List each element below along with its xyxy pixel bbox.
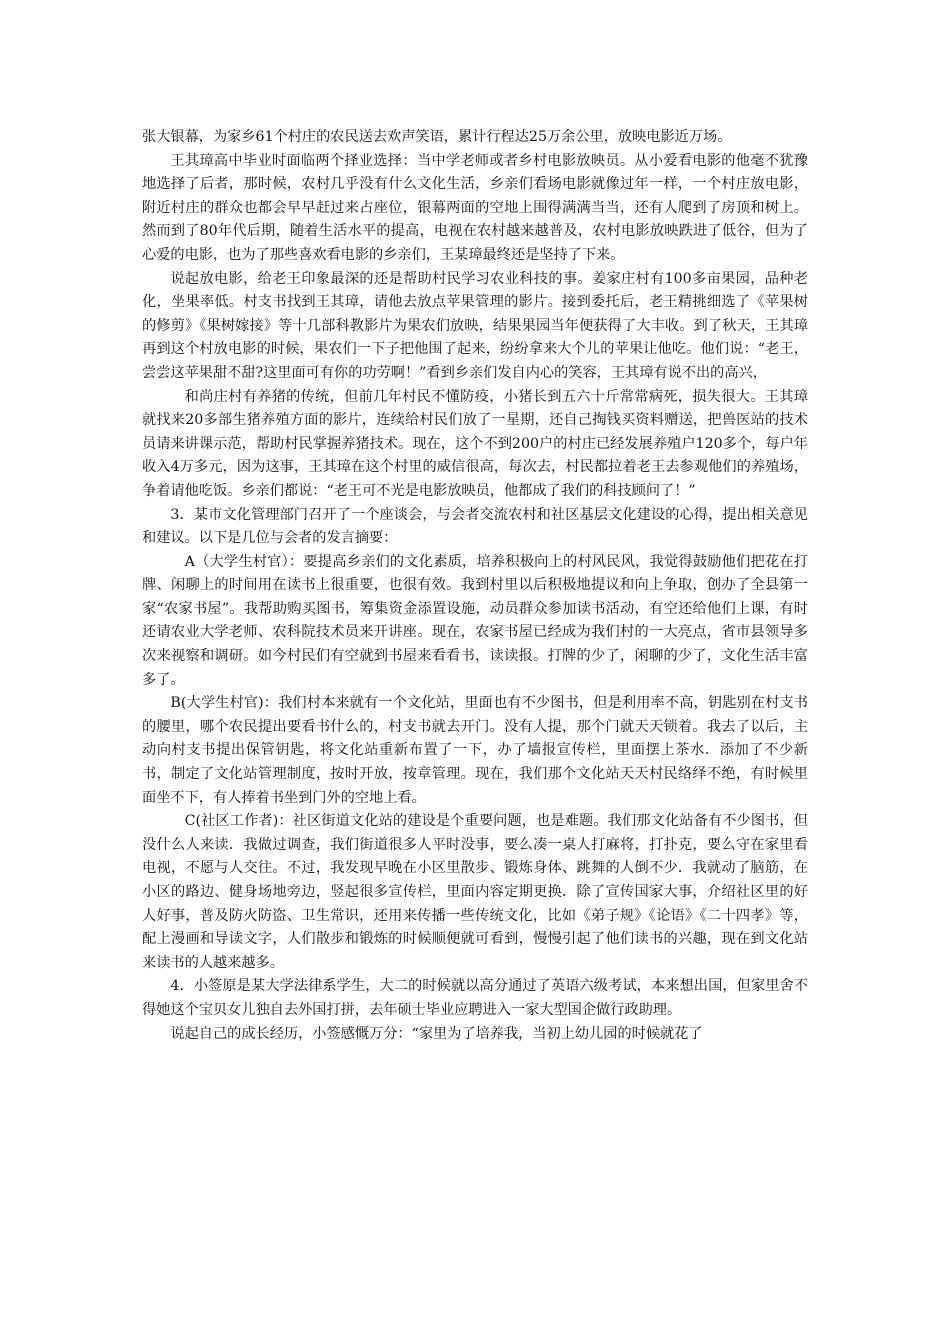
paragraph-career-choice: 王其璋高中毕业时面临两个择业选择：当中学老师或者乡村电影放映员。从小爱看电影的他毫不犹豫地选择了后者，那时候，农村几乎没有什么文化生活，乡亲们看场电影就像过年一样，一个村庄放电影，附近村庄的群众也都会早早赶过来占座位，银幕两面的空地上围得满满当当，还有人爬到了房顶和树上。然而到了80年代后期，随着生活水平的提高，电视在农村越来越普及，农村电影放映跌进了低谷，但为了心爱的电影，也为了那些喜欢看电影的乡亲们，王某璋最终还是坚持了下来。: [142, 152, 808, 263]
paragraph-orchard-story: 说起放电影，给老王印象最深的还是帮助村民学习农业科技的事。姜家庄村有100多亩果园，品种老化，坐果率低。村支书找到王其璋，请他去放点苹果管理的影片。接到委托后，老王精挑细选了《苹果树的修剪》《果树嫁接》等十几部科教影片为果农们放映，结果果园当年便获得了大丰收。到了秋天，王其璋再到这个村放电影的时候，果农们一下子把他围了起来，纷纷拿来大个儿的苹果让他吃。他们说：“老王，尝尝这苹果甜不甜?这里面可有你的功劳啊！”看到乡亲们发自内心的笑容，王其璋有说不出的高兴，: [142, 270, 808, 381]
document-page: [142, 126, 808, 1046]
paragraph-growth-story: 说起自己的成长经历，小签感慨万分：“家里为了培养我，当初上幼儿园的时候就花了: [170, 1025, 703, 1042]
paragraph-continuation: 张大银幕，为家乡61个村庄的农民送去欢声笑语，累计行程达25万余公里，放映电影近万场。: [142, 129, 732, 145]
paragraph-speaker-c: C(社区工作者)：社区街道文化站的建设是个重要问题，也是难题。我们那文化站备有不少图书，但没什么人来读．我做过调查，我们街道很多人平时没事，要么凑一桌人打麻将，打扑克，要么守在家里看电视，不愿与人交往。不过，我发现早晚在小区里散步、锻炼身体、跳舞的人倒不少．我就动了脑筋，在小区的路边、健身场地旁边，竖起很多宣传栏，里面内容定期更换．除了宣传国家大事，介绍社区里的好人好事，普及防火防盗、卫生常识，还用来传播一些传统文化，比如《弟子规》《论语》《二十四孝》等，配上漫画和导读文字，人们散步和锻炼的时候顺便就可看到，慢慢引起了他们读书的兴趣，现在到文化站来读书的人越来越多。: [142, 813, 808, 971]
paragraph-item-3-intro: 3．某市文化管理部门召开了一个座谈会，与会者交流农村和社区基层文化建设的心得，提出相关意见和建议。以下是几位与会者的发言摘要：: [142, 506, 808, 547]
paragraph-item-4-intro: 4．小签原是某大学法律系学生，大二的时候就以高分通过了英语六级考试，本来想出国，但家里舍不得她这个宝贝女儿独自去外国打拼，去年硕士毕业应聘进入一家大型国企做行政助理。: [142, 978, 808, 1018]
paragraph-speaker-a: A（大学生村官）：要提高乡亲们的文化素质，培养积极向上的村风民风，我觉得鼓励他们把花在打牌、闲聊上的时间用在读书上很重要，也很有效。我到村里以后积极地提议和向上争取，创办了全县第一家“农家书屋”。我帮助购买图书，筹集资金添置设施，动员群众参加读书活动，有空还给他们上课，有时还请农业大学老师、农科院技术员来开讲座。现在，农家书屋已经成为我们村的一大亮点，省市县领导多次来视察和调研。如今村民们有空就到书屋来看看书，读读报。打牌的少了，闲聊的少了，文化生活丰富多了。: [142, 553, 808, 688]
paragraph-pig-farming: 和尚庄村有养猪的传统，但前几年村民不懂防疫，小猪长到五六十斤常常病死，损失很大。王其璋就找来20多部生猪养殖方面的影片，连续给村民们放了一星期，还自己掏钱买资料赠送，把兽医站的技术员请来讲课示范，帮助村民掌握养猪技术。现在，这个不到200户的村庄已经发展养殖户120多个，每户年收入4万多元，因为这事，王其璋在这个村里的威信很高，每次去，村民都拉着老王去参观他们的养殖场，争着请他吃饭。乡亲们都说：“老王可不光是电影放映员，他都成了我们的科技顾问了！”: [142, 388, 808, 499]
paragraph-speaker-b: B(大学生村官)：我们村本来就有一个文化站，里面也有不少图书，但是利用率不高，钥匙别在村支书的腰里，哪个农民提出要看书什么的，村支书就去开门。没有人提，那个门就天天锁着。我去了以后，主动向村支书提出保管钥匙，将文化站重新布置了一下，办了墙报宣传栏，里面摆上茶水．添加了不少新书，制定了文化站管理制度，按时开放，按章管理。现在，我们那个文化站天天村民络绎不绝，有时候里面坐不下，有人捧着书坐到门外的空地上看。: [142, 695, 808, 806]
